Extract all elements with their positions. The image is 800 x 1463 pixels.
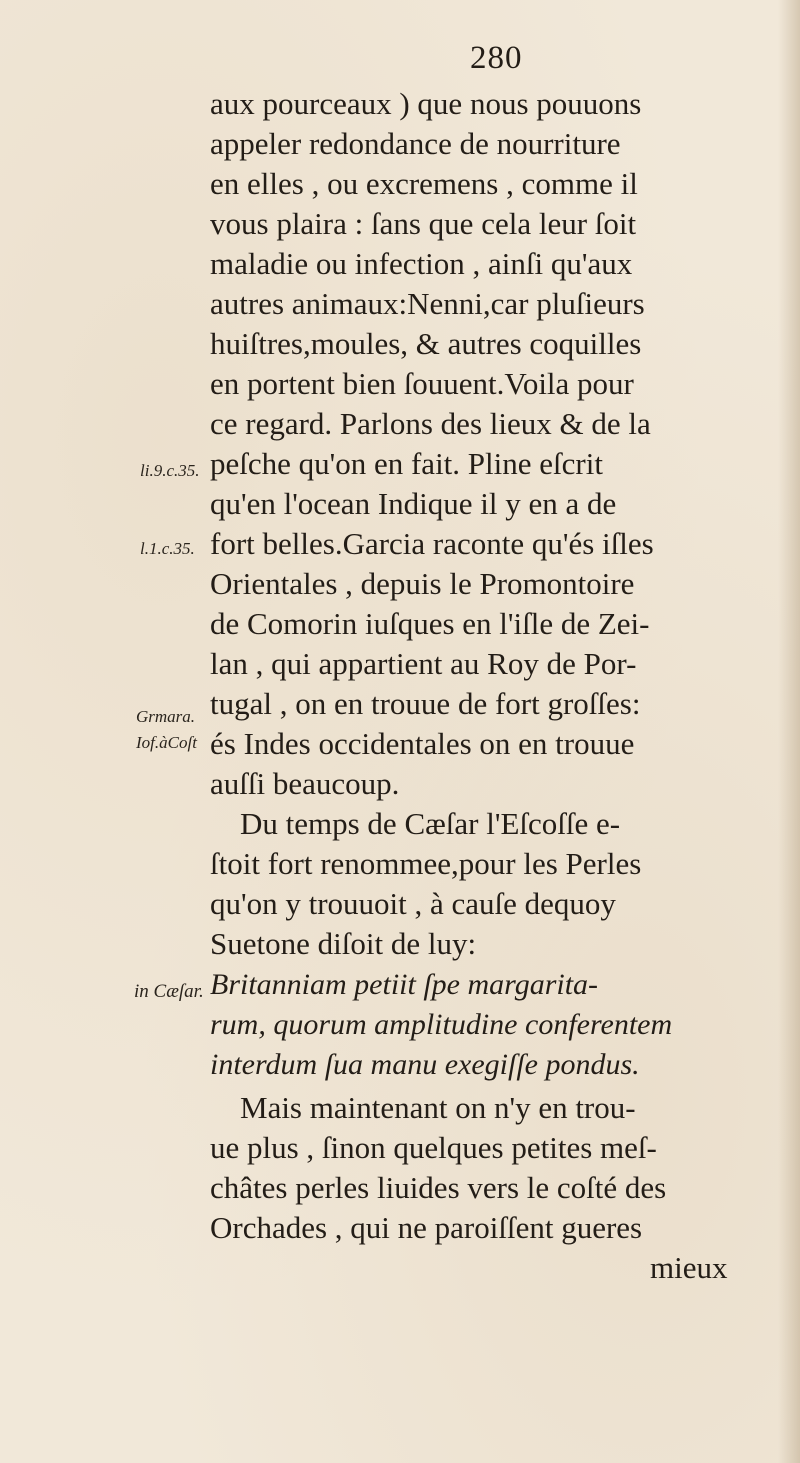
margin-note: Iof.àCoſt [136,733,197,752]
catchword: mieux [650,1250,728,1285]
latin-quote-line: interdum ſua manu exegiſſe pondus. [210,1048,640,1081]
margin-note: l.1.c.35. [140,539,195,558]
text-line: ue plus , ſinon quelques petites meſ- [210,1130,657,1165]
text-line: vous plaira : ſans que cela leur ſoit [210,206,637,241]
text-line: Mais maintenant on n'y en trou- [240,1090,636,1125]
text-line: en portent bien ſouuent.Voila pour [210,366,634,401]
text-line: tugal , on en trouue de fort groſſes: [210,686,641,721]
text-line: lan , qui appartient au Roy de Por- [210,646,637,681]
page-edge-shadow [778,0,800,1463]
text-line: appeler redondance de nourriture [210,126,621,161]
text-line: fort belles.Garcia raconte qu'és iſles [210,526,654,561]
margin-note: li.9.c.35. [140,461,200,480]
latin-quote-line: Britanniam petiit ſpe margarita- [210,968,599,1001]
text-line: autres animaux:Nenni,car pluſieurs [210,286,645,321]
text-line: qu'on y trouuoit , à cauſe dequoy [210,886,616,921]
text-line: de Comorin iuſques en l'iſle de Zei- [210,606,650,641]
text-line: Du temps de Cæſar l'Eſcoſſe e- [240,806,621,841]
text-line: Suetone diſoit de luy: [210,926,477,961]
page-number: 280 [470,40,523,76]
text-line: aux pourceaux ) que nous pouuons [210,86,642,121]
text-line: ſtoit fort renommee,pour les Perles [210,846,642,881]
text-line: és Indes occidentales on en trouue [210,726,635,761]
text-line: Orchades , qui ne paroiſſent gueres [210,1210,643,1245]
text-line: huiſtres,moules, & autres coquilles [210,326,642,361]
text-line: en elles , ou excremens , comme il [210,166,638,201]
text-line: maladie ou infection , ainſi qu'aux [210,246,633,281]
text-line: ce regard. Parlons des lieux & de la [210,406,651,441]
text-line: qu'en l'ocean Indique il y en a de [210,486,617,521]
margin-note: Grmara. [136,707,196,726]
text-line: châtes perles liuides vers le coſté des [210,1170,667,1205]
latin-quote-line: rum, quorum amplitudine conferentem [210,1008,673,1041]
text-line: auſſi beaucoup. [210,766,400,801]
text-line: Orientales , depuis le Promontoire [210,566,635,601]
margin-note: in Cæſar. [134,981,204,1002]
text-line: peſche qu'on en fait. Pline eſcrit [210,446,603,481]
